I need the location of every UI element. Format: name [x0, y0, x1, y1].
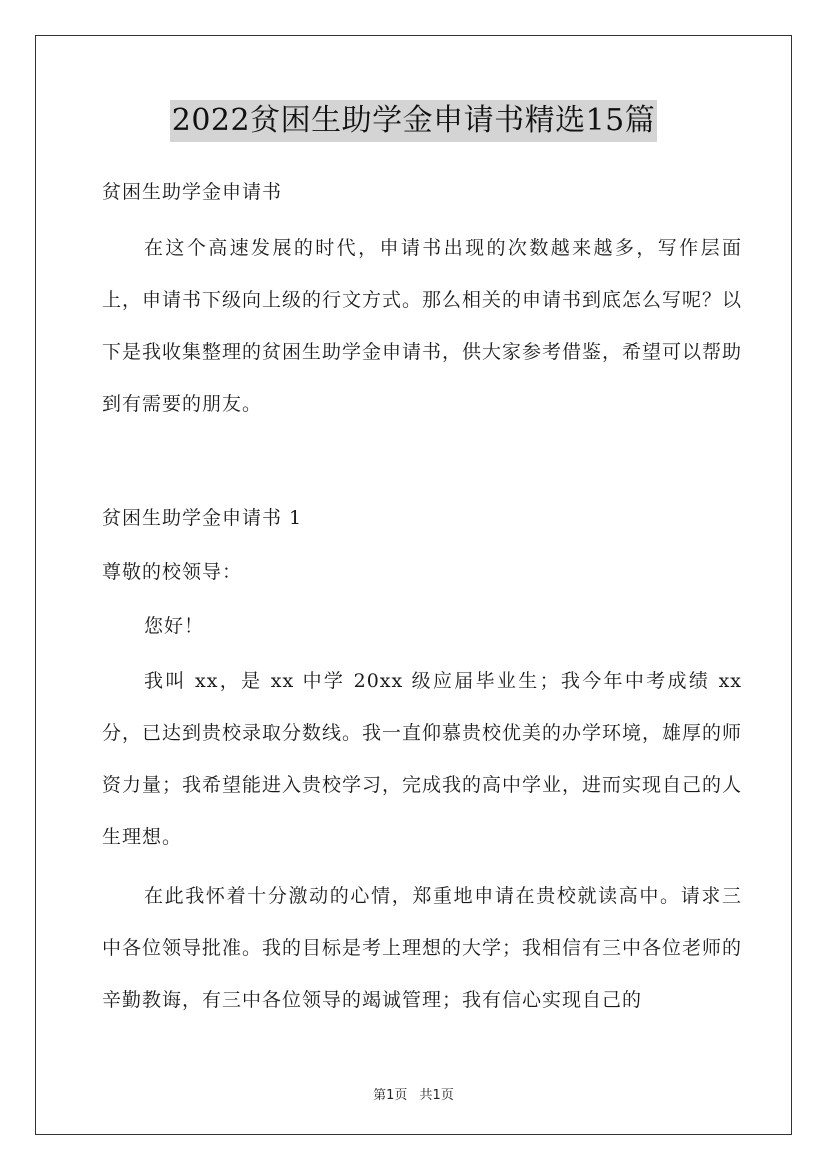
letter-heading: 贫困生助学金申请书 1: [102, 507, 303, 529]
page-number-footer: 第1页 共1页: [373, 1088, 454, 1103]
section-heading: 贫困生助学金申请书: [102, 181, 283, 203]
title-container: [0, 100, 827, 142]
document-title: 2022贫困生助学金申请书精选15篇: [170, 100, 658, 142]
intro-paragraph: 在这个高速发展的时代，申请书出现的次数越来越多，写作层面上，申请书下级向上级的行文方式。那么相关的申请书到底怎么写呢？以下是我收集整理的贫困生助学金申请书，供大家参考借鉴，希望可以帮助到有需要的朋友。: [102, 237, 743, 415]
body-paragraph-1: 我叫 xx，是 xx 中学 20xx 级应届毕业生；我今年中考成绩 xx 分，已达到贵校录取分数线。我一直仰慕贵校优美的办学环境，雄厚的师资力量；我希望能进入贵校学习，完成我的高中学业，进而实现自己的人生理想。: [102, 670, 743, 848]
greeting: 您好！: [144, 615, 205, 637]
body-paragraph-2: 在此我怀着十分激动的心情，郑重地申请在贵校就读高中。请求三中各位领导批准。我的目标是考上理想的大学；我相信有三中各位老师的辛勤教诲，有三中各位领导的竭诚管理；我有信心实现自己的: [102, 885, 743, 1011]
salutation: 尊敬的校领导：: [102, 561, 243, 583]
